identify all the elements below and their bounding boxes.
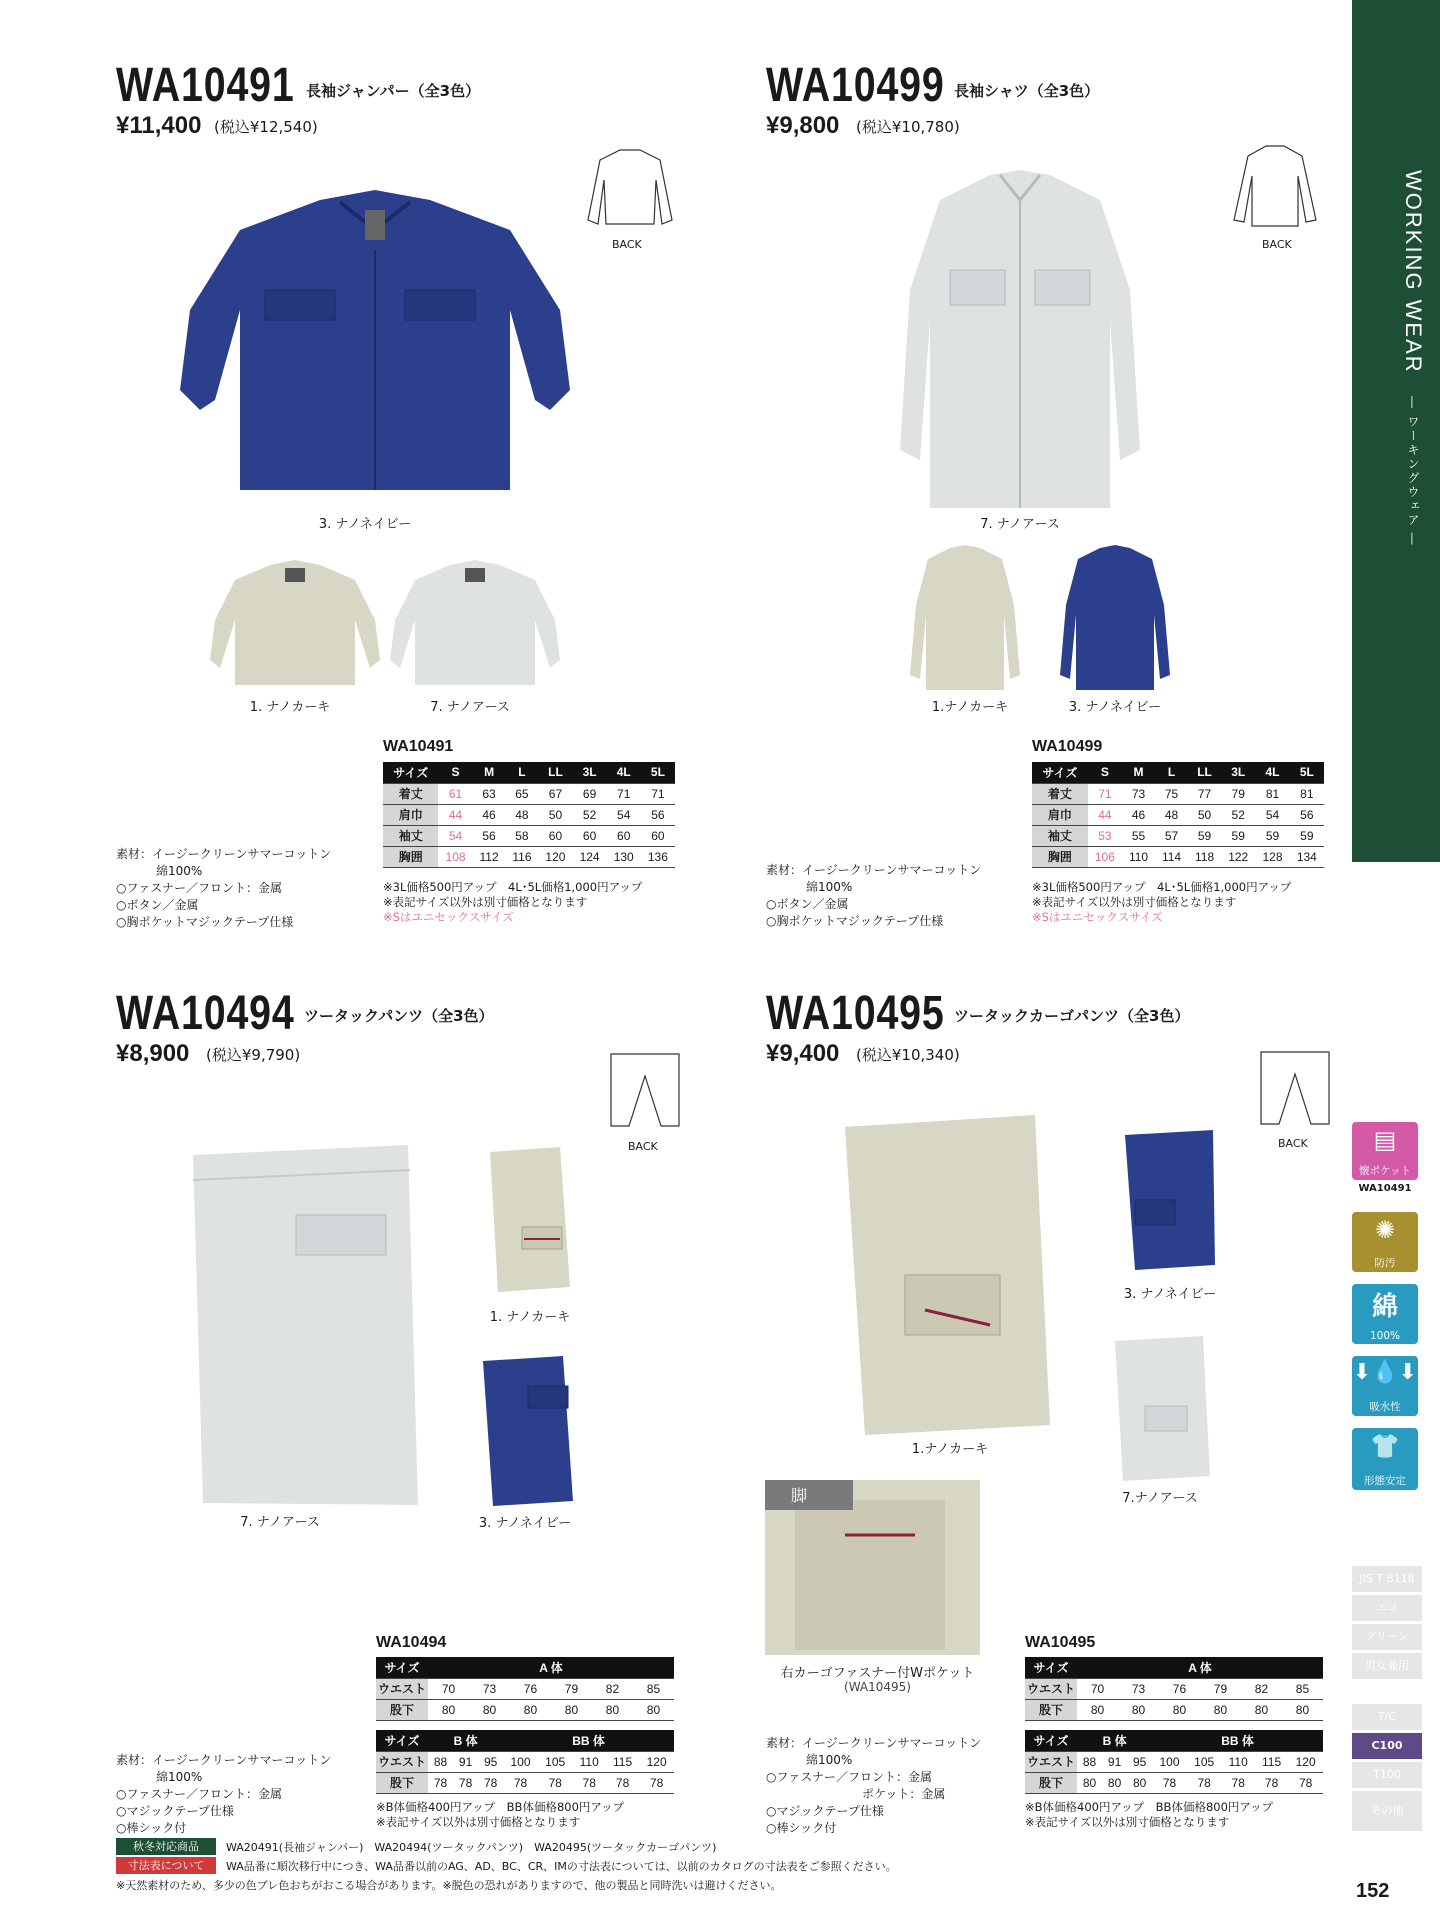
row-label: 袖丈: [383, 825, 438, 846]
back-view-pants-image: [605, 1050, 685, 1130]
cell: 82: [592, 1678, 633, 1699]
cell: 80: [469, 1699, 510, 1720]
cell: 80: [592, 1699, 633, 1720]
shirt-earth-image: [900, 170, 1140, 510]
cell: 120: [1288, 1751, 1323, 1772]
cell: 60: [607, 825, 641, 846]
shorts-khaki-image: [490, 1147, 570, 1292]
page-number: 152: [1356, 1880, 1390, 1902]
leg-caption: 右カーゴファスナー付Wポケット: [780, 1666, 975, 1681]
cell: 124: [573, 846, 607, 867]
cell: 46: [473, 804, 506, 825]
cell: 60: [641, 825, 675, 846]
cell: 71: [607, 783, 641, 804]
table-row: [1032, 804, 1324, 825]
footer-line-1: WA20491(長袖ジャンパー) WA20494(ツータックパンツ) WA20495(ツータックカーゴパンツ): [226, 1841, 717, 1854]
size-table-wa10491: [383, 762, 675, 868]
cell: 85: [1282, 1678, 1323, 1699]
cell: 44: [438, 804, 472, 825]
icon-sub-label: WA10491: [1358, 1183, 1412, 1194]
color-caption: 1. ナノカーキ: [489, 1310, 571, 1325]
size-l: L: [506, 762, 539, 783]
row-label: ウエスト: [1025, 1751, 1077, 1772]
cell: 88: [1077, 1751, 1102, 1772]
cell: 77: [1188, 783, 1221, 804]
product-name: ツータックカーゴパンツ（全3色）: [954, 1007, 1190, 1025]
product-price: ¥8,900: [116, 1040, 190, 1067]
size-table-title: WA10499: [1032, 738, 1103, 755]
size-s: S: [1088, 762, 1122, 783]
cargo-shorts-earth-image: [1115, 1336, 1210, 1481]
cell: 78: [538, 1772, 573, 1793]
jacket-earth-image: [390, 560, 560, 690]
shape-stable-icon: 👕 形態安定: [1352, 1428, 1418, 1490]
cell: 55: [1122, 825, 1155, 846]
size-table-wa10495-b: [1025, 1730, 1323, 1794]
row-label: 股下: [1025, 1699, 1077, 1720]
material-list: 素材：イージークリーンサマーコットン 綿100% ○ファスナー／フロント：金属 ポケット：金属 ○マジックテープ仕様 ○棒シック付: [766, 1736, 982, 1835]
color-caption: 1.ナノカーキ: [911, 1442, 989, 1457]
size-table-title: WA10491: [383, 738, 454, 755]
table-row: [383, 804, 675, 825]
cell: 78: [1288, 1772, 1323, 1793]
stain-resistant-icon: ✺ 防汚: [1352, 1212, 1418, 1272]
cell: 78: [606, 1772, 639, 1793]
cell: 46: [1122, 804, 1155, 825]
back-view-cargo-pants-image: [1255, 1048, 1335, 1128]
cell: 63: [473, 783, 506, 804]
body-type-bb: BB 体: [503, 1730, 674, 1751]
size-header: サイズ: [1025, 1657, 1077, 1678]
row-label: 着丈: [383, 783, 438, 804]
color-caption: 3. ナノネイビー: [318, 517, 412, 532]
cell: 54: [1255, 804, 1289, 825]
color-caption: 3. ナノネイビー: [478, 1516, 572, 1531]
cell: 53: [1088, 825, 1122, 846]
row-label: 肩巾: [383, 804, 438, 825]
cell: 80: [428, 1699, 469, 1720]
material-list: 素材：イージークリーンサマーコットン 綿100% ○ファスナー／フロント：金属 ○ボタン／金属 ○胸ポケットマジックテープ仕様: [116, 847, 332, 929]
table-row: [383, 825, 675, 846]
row-label: 股下: [376, 1772, 428, 1793]
size-table-wa10499: [1032, 762, 1324, 868]
table-row: [376, 1699, 674, 1720]
back-label: BACK: [628, 1140, 658, 1153]
pocket-feature-icon: ▤ 懐ポケット: [1352, 1122, 1418, 1180]
table-row: [383, 846, 675, 867]
cell: 78: [1222, 1772, 1255, 1793]
cell: 50: [538, 804, 572, 825]
spec-c100: C100: [1352, 1733, 1422, 1759]
cell: 54: [607, 804, 641, 825]
size-table-wa10495-a: [1025, 1657, 1323, 1721]
cell: 71: [641, 783, 675, 804]
product-code: WA10499: [766, 59, 945, 112]
cell: 70: [1077, 1678, 1118, 1699]
cell: 58: [506, 825, 539, 846]
back-label: BACK: [1262, 238, 1292, 251]
table-row: [1032, 783, 1324, 804]
size-table-title: WA10495: [1025, 1634, 1096, 1651]
spec-tc: T/C: [1352, 1704, 1422, 1730]
cell: 59: [1221, 825, 1255, 846]
cell: 80: [1118, 1699, 1159, 1720]
cell: 108: [438, 846, 472, 867]
cell: 59: [1188, 825, 1221, 846]
cell: 115: [1255, 1751, 1288, 1772]
table-row: [1025, 1699, 1323, 1720]
table-row: [376, 1751, 674, 1772]
back-label: BACK: [612, 238, 642, 251]
shorts-earth-image: [188, 1145, 418, 1505]
cell: 120: [538, 846, 572, 867]
cell: 71: [1088, 783, 1122, 804]
size-ll: LL: [1188, 762, 1221, 783]
product-price: ¥11,400: [116, 112, 202, 139]
size-5l: 5L: [1290, 762, 1324, 783]
product-price-tax: (税込¥10,780): [856, 118, 960, 136]
cell: 60: [538, 825, 572, 846]
color-caption: 3. ナノネイビー: [1123, 1287, 1217, 1302]
cell: 136: [641, 846, 675, 867]
spec-unisex: 男女兼用: [1352, 1653, 1422, 1679]
row-label: ウエスト: [376, 1751, 428, 1772]
product-price: ¥9,800: [766, 112, 840, 139]
product-code: WA10494: [116, 987, 295, 1040]
cell: 115: [606, 1751, 639, 1772]
cell: 79: [551, 1678, 592, 1699]
water-absorbent-icon: ⬇💧⬇ 吸水性: [1352, 1356, 1418, 1416]
cell: 80: [510, 1699, 551, 1720]
body-type-a: A 体: [428, 1657, 674, 1678]
product-name: 長袖シャツ（全3色）: [954, 82, 1100, 100]
cell: 80: [1200, 1699, 1241, 1720]
cell: 80: [1127, 1772, 1152, 1793]
size-3l: 3L: [573, 762, 607, 783]
cell: 54: [438, 825, 472, 846]
cell: 88: [428, 1751, 453, 1772]
cell: 91: [453, 1751, 478, 1772]
size-notes: ※B体価格400円アップ BB体価格800円アップ ※表記サイズ以外は別寸価格となります: [376, 1800, 625, 1829]
jacket-navy-image: [180, 190, 570, 500]
cell: 70: [428, 1678, 469, 1699]
cell: 106: [1088, 846, 1122, 867]
size-header: サイズ: [376, 1657, 428, 1678]
product-price: ¥9,400: [766, 1040, 840, 1067]
cell: 80: [1159, 1699, 1200, 1720]
body-type-b: B 体: [1077, 1730, 1152, 1751]
cell: 76: [510, 1678, 551, 1699]
table-row: [1032, 825, 1324, 846]
row-label: 股下: [1025, 1772, 1077, 1793]
cell: 95: [1127, 1751, 1152, 1772]
cell: 95: [478, 1751, 503, 1772]
cell: 48: [1155, 804, 1188, 825]
cell: 78: [1187, 1772, 1222, 1793]
cell: 80: [551, 1699, 592, 1720]
product-price-tax: (税込¥10,340): [856, 1046, 960, 1064]
row-label: 股下: [376, 1699, 428, 1720]
cell: 80: [633, 1699, 674, 1720]
table-row: [1025, 1751, 1323, 1772]
product-name: 長袖ジャンパー（全3色）: [306, 82, 481, 100]
cell: 73: [1118, 1678, 1159, 1699]
cell: 56: [641, 804, 675, 825]
footer-line-3: ※天然素材のため、多少の色ブレ色おちがおこる場合があります。※脱色の恐れがありますので、他の製品と同時洗いは避けください。: [116, 1879, 782, 1892]
cell: 73: [469, 1678, 510, 1699]
back-view-jacket-image: [580, 140, 680, 230]
size-notes: ※3L価格500円アップ 4L･5L価格1,000円アップ ※表記サイズ以外は別寸価格となります ※Sはユニセックスサイズ: [1032, 880, 1292, 924]
cell: 59: [1290, 825, 1324, 846]
size-notes: ※B体価格400円アップ BB体価格800円アップ ※表記サイズ以外は別寸価格となります: [1025, 1800, 1274, 1829]
back-label: BACK: [1278, 1137, 1308, 1150]
size-header: サイズ: [383, 762, 438, 783]
row-label: 胸囲: [383, 846, 438, 867]
shorts-navy-image: [483, 1356, 573, 1506]
cell: 61: [438, 783, 472, 804]
cell: 59: [1255, 825, 1289, 846]
cell: 75: [1155, 783, 1188, 804]
cargo-shorts-navy-image: [1125, 1130, 1215, 1270]
size-table-wa10494-a: [376, 1657, 674, 1721]
cell: 52: [573, 804, 607, 825]
table-row: [1032, 846, 1324, 867]
color-caption: 3. ナノネイビー: [1068, 700, 1162, 715]
color-caption: 1. ナノカーキ: [249, 700, 331, 715]
footer-line-2: WA品番に順次移行中につき、WA品番以前のAG、AD、BC、CR、IMの寸法表については、以前のカタログの寸法表をご参照ください。: [226, 1860, 897, 1873]
color-caption: 1.ナノカーキ: [931, 700, 1009, 715]
cell: 52: [1221, 804, 1255, 825]
cell: 110: [573, 1751, 606, 1772]
cell: 65: [506, 783, 539, 804]
cell: 116: [506, 846, 539, 867]
product-price-tax: (税込¥12,540): [214, 118, 318, 136]
cell: 78: [639, 1772, 674, 1793]
cell: 50: [1188, 804, 1221, 825]
size-header: サイズ: [1025, 1730, 1077, 1751]
size-ll: LL: [538, 762, 572, 783]
cell: 105: [538, 1751, 573, 1772]
cell: 112: [473, 846, 506, 867]
row-label: ウエスト: [376, 1678, 428, 1699]
cell: 78: [573, 1772, 606, 1793]
row-label: ウエスト: [1025, 1678, 1077, 1699]
size-l: L: [1155, 762, 1188, 783]
cell: 85: [633, 1678, 674, 1699]
cell: 60: [573, 825, 607, 846]
color-caption: 7.ナノアース: [1122, 1491, 1198, 1506]
table-row: [376, 1772, 674, 1793]
cell: 100: [1152, 1751, 1187, 1772]
size-m: M: [1122, 762, 1155, 783]
spec-jis: JIS T 8118: [1352, 1566, 1422, 1592]
product-name: ツータックパンツ（全3色）: [304, 1007, 494, 1025]
shirt-navy-image: [1060, 545, 1170, 690]
product-price-tax: (税込¥9,790): [206, 1046, 301, 1064]
cell: 118: [1188, 846, 1221, 867]
cell: 130: [607, 846, 641, 867]
cell: 67: [538, 783, 572, 804]
size-m: M: [473, 762, 506, 783]
leg-caption-code: (WA10495): [844, 1680, 911, 1694]
cell: 44: [1088, 804, 1122, 825]
size-table-title: WA10494: [376, 1634, 447, 1651]
size-header: サイズ: [376, 1730, 428, 1751]
shirt-khaki-image: [910, 545, 1020, 690]
cell: 91: [1102, 1751, 1127, 1772]
cell: 114: [1155, 846, 1188, 867]
body-type-b: B 体: [428, 1730, 503, 1751]
product-code: WA10495: [766, 987, 945, 1040]
cell: 110: [1122, 846, 1155, 867]
autumn-winter-tag: 秋冬対応商品: [116, 1838, 216, 1855]
cell: 100: [503, 1751, 538, 1772]
material-list: 素材：イージークリーンサマーコットン 綿100% ○ボタン／金属 ○胸ポケットマジックテープ仕様: [766, 863, 982, 928]
body-type-a: A 体: [1077, 1657, 1323, 1678]
cell: 80: [1077, 1772, 1102, 1793]
cell: 76: [1159, 1678, 1200, 1699]
size-s: S: [438, 762, 472, 783]
body-type-bb: BB 体: [1152, 1730, 1323, 1751]
product-code: WA10491: [116, 59, 295, 112]
size-header: サイズ: [1032, 762, 1088, 783]
jacket-khaki-image: [210, 560, 380, 690]
cell: 78: [503, 1772, 538, 1793]
cell: 81: [1290, 783, 1324, 804]
material-list: 素材：イージークリーンサマーコットン 綿100% ○ファスナー／フロント：金属 ○マジックテープ仕様 ○棒シック付: [116, 1753, 332, 1835]
cell: 128: [1255, 846, 1289, 867]
cell: 73: [1122, 783, 1155, 804]
cell: 79: [1200, 1678, 1241, 1699]
size-3l: 3L: [1221, 762, 1255, 783]
row-label: 袖丈: [1032, 825, 1088, 846]
cell: 79: [1221, 783, 1255, 804]
sidebar-title: WORKING WEAR — ワーキングウェア —: [1401, 170, 1426, 547]
cargo-shorts-khaki-image: [845, 1115, 1050, 1435]
cell: 105: [1187, 1751, 1222, 1772]
size-4l: 4L: [607, 762, 641, 783]
cell: 78: [1152, 1772, 1187, 1793]
size-4l: 4L: [1255, 762, 1289, 783]
cell: 57: [1155, 825, 1188, 846]
cotton-icon: 綿 100%: [1352, 1284, 1418, 1344]
size-table-wa10494-b: [376, 1730, 674, 1794]
cell: 122: [1221, 846, 1255, 867]
cell: 134: [1290, 846, 1324, 867]
cell: 78: [1255, 1772, 1288, 1793]
row-label: 肩巾: [1032, 804, 1088, 825]
cell: 81: [1255, 783, 1289, 804]
cell: 56: [473, 825, 506, 846]
size-5l: 5L: [641, 762, 675, 783]
table-row: [376, 1678, 674, 1699]
cell: 80: [1102, 1772, 1127, 1793]
row-label: 胸囲: [1032, 846, 1088, 867]
color-caption: 7. ナノアース: [240, 1515, 320, 1530]
cell: 56: [1290, 804, 1324, 825]
color-caption: 7. ナノアース: [980, 517, 1060, 532]
table-row: [383, 783, 675, 804]
spec-eco: エコ: [1352, 1595, 1422, 1621]
cell: 78: [478, 1772, 503, 1793]
leg-label: 脚: [765, 1480, 853, 1510]
back-view-shirt-image: [1228, 136, 1322, 230]
color-caption: 7. ナノアース: [430, 700, 510, 715]
cell: 120: [639, 1751, 674, 1772]
spec-other: その他: [1352, 1791, 1422, 1831]
cell: 78: [428, 1772, 453, 1793]
cell: 80: [1241, 1699, 1282, 1720]
cell: 80: [1077, 1699, 1118, 1720]
table-row: [1025, 1678, 1323, 1699]
spec-green: グリーン: [1352, 1624, 1422, 1650]
table-row: [1025, 1772, 1323, 1793]
cell: 69: [573, 783, 607, 804]
spec-t100: T100: [1352, 1762, 1422, 1788]
size-notes: ※3L価格500円アップ 4L･5L価格1,000円アップ ※表記サイズ以外は別寸価格となります ※Sはユニセックスサイズ: [383, 880, 643, 924]
cell: 78: [453, 1772, 478, 1793]
size-table-note-tag: 寸法表について: [116, 1857, 216, 1874]
row-label: 着丈: [1032, 783, 1088, 804]
cell: 82: [1241, 1678, 1282, 1699]
cell: 80: [1282, 1699, 1323, 1720]
cell: 110: [1222, 1751, 1255, 1772]
cell: 48: [506, 804, 539, 825]
